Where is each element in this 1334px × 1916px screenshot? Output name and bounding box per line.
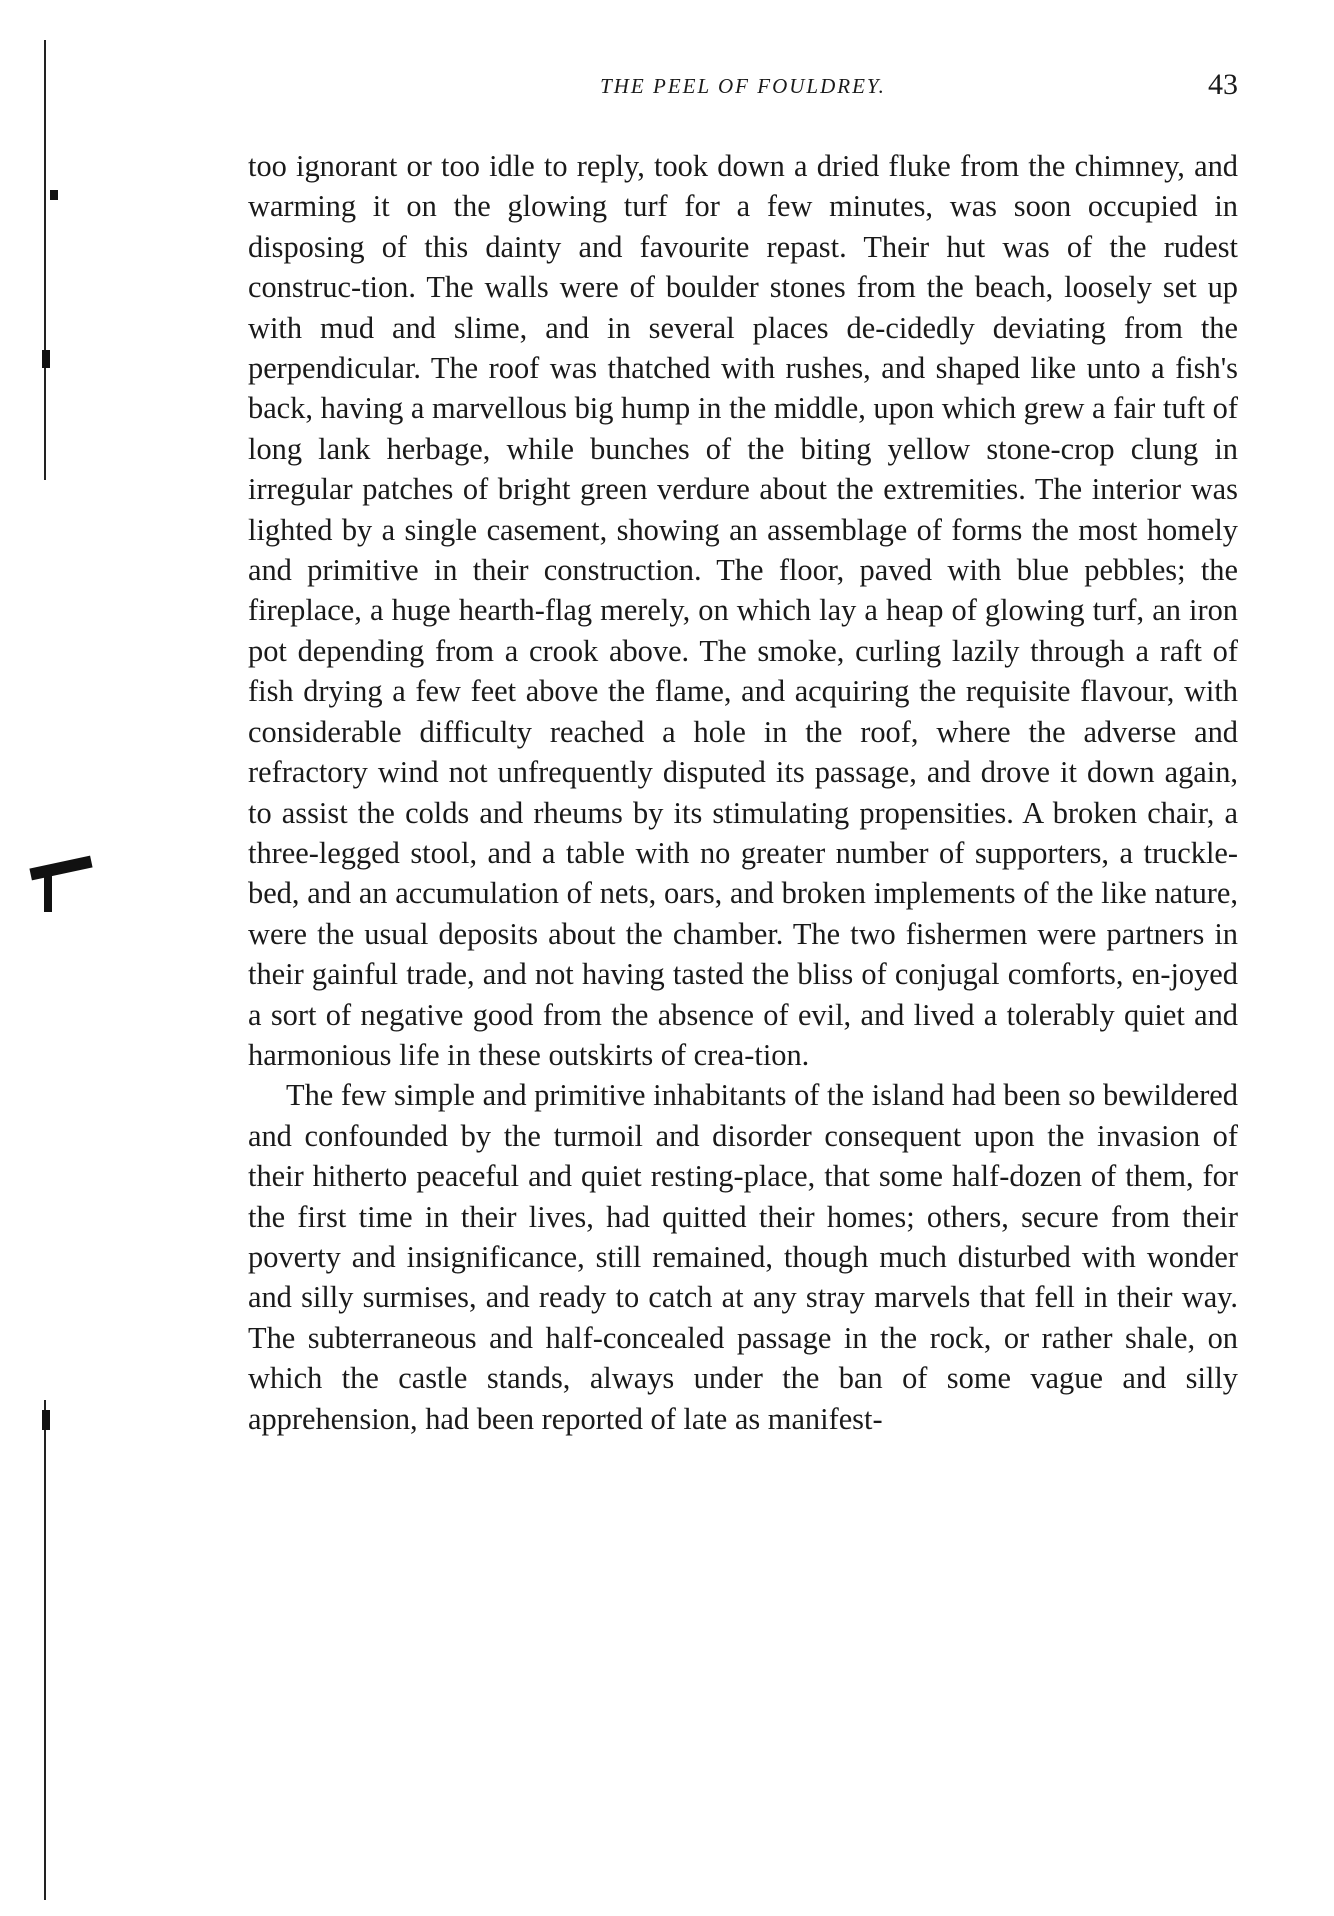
binding-mark-4: [44, 868, 52, 912]
paragraph: too ignorant or too idle to reply, took down a dried fluke from the chimney, and warming it on the glowing turf for a few minutes, was soon occupied in disposing of this dainty and favourite repast. Their hut was of the rudest construc-tion. The walls were of boulder stones from the beach, loosely set up with mud and slime, and in several places de-cidedly deviating from the perpendicular. The roof was thatched with rushes, and shaped like unto a fish's back, having a marvellous big hump in the middle, upon which grew a fair tuft of long lank herbage, while bunches of the biting yellow stone-crop clung in irregular patches of bright green verdure about the extremities. The interior was lighted by a single casement, showing an assemblage of forms the most homely and primitive in their construction. The floor, paved with blue pebbles; the fireplace, a huge hearth-flag merely, on which lay a heap of glowing turf, an iron pot depending from a crook above. The smoke, curling lazily through a raft of fish drying a few feet above the flame, and acquiring the requisite flavour, with considerable difficulty reached a hole in the roof, where the adverse and refractory wind not unfrequently disputed its passage, and drove it down again, to assist the colds and rheums by its stimulating propensities. A broken chair, a three-legged stool, and a table with no greater number of supporters, a truckle-bed, and an accumulation of nets, oars, and broken implements of the like nature, were the usual deposits about the chamber. The two fishermen were partners in their gainful trade, and not having tasted the bliss of conjugal comforts, en-joyed a sort of negative good from the absence of evil, and lived a tolerably quiet and harmonious life in these outskirts of crea-tion.: [248, 149, 1238, 1072]
binding-edge-line-bottom: [44, 1400, 46, 1900]
body-text: [248, 146, 1238, 1439]
binding-mark-1: [50, 190, 58, 200]
binding-edge-line-top: [44, 40, 46, 480]
binding-mark-5: [42, 1410, 50, 1430]
running-title: THE PEEL OF FOULDREY.: [600, 74, 886, 98]
page-number: 43: [1208, 68, 1238, 101]
binding-mark-2: [42, 350, 50, 368]
paragraph: The few simple and primitive inhabitants of the island had been so bewildered and confounded by the turmoil and disorder consequent upon the invasion of their hitherto peaceful and quiet resting-place, that some half-dozen of them, for the first time in their lives, had quitted their homes; others, secure from their poverty and insignificance, still remained, though much disturbed with wonder and silly surmises, and ready to catch at any stray marvels that fell in their way. The subterraneous and half-concealed passage in the rock, or rather shale, on which the castle stands, always under the ban of some vague and silly apprehension, had been reported of late as manifest-: [248, 1078, 1238, 1436]
page-header: [248, 68, 1238, 108]
binding-mark-3: [29, 856, 92, 881]
